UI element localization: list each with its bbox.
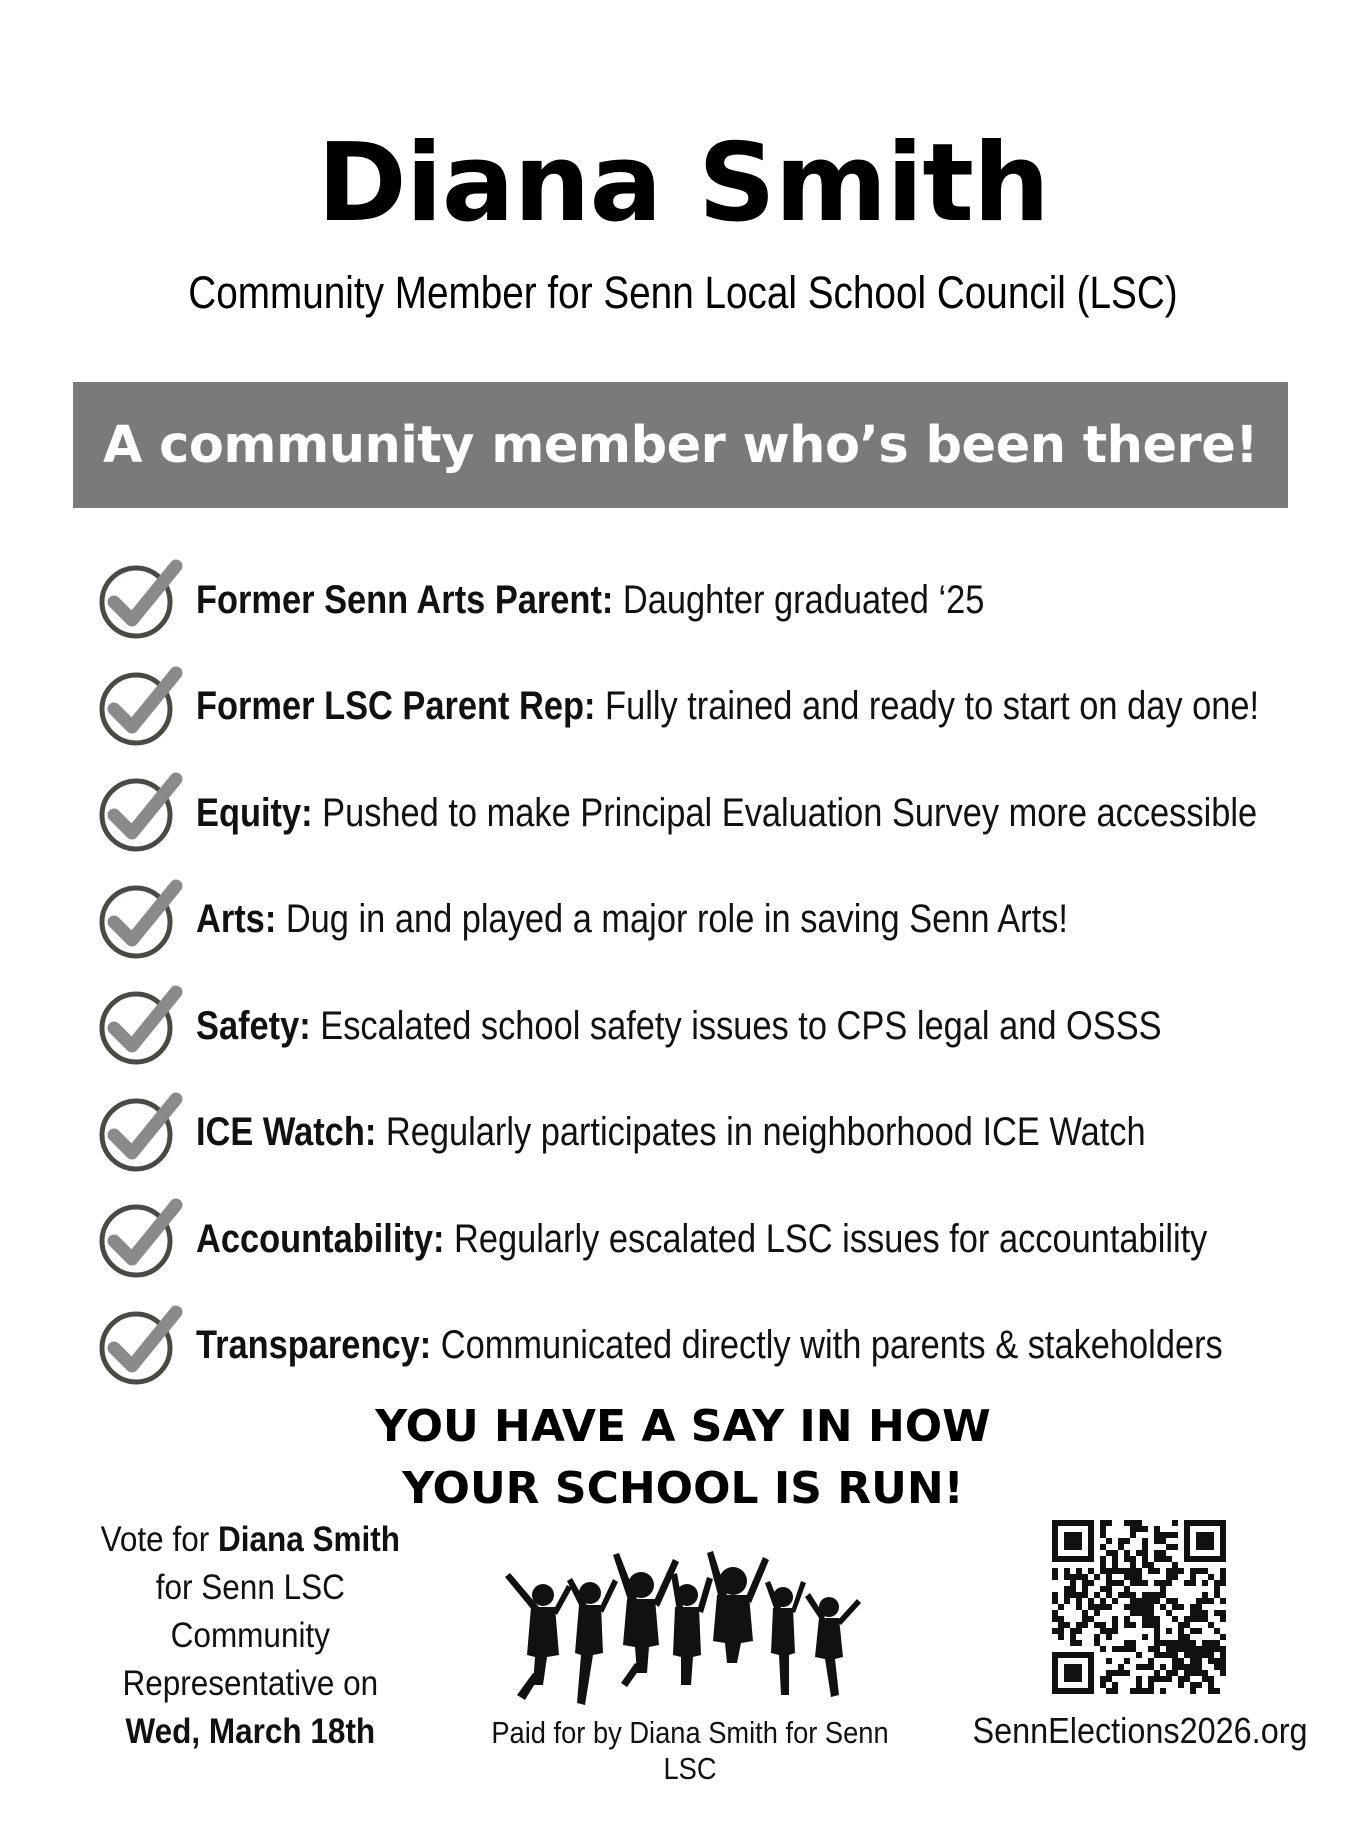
qualification-text [196,1004,1162,1049]
vote-prefix: Vote for [100,1520,218,1559]
qualification-item [96,1293,1336,1400]
vote-line-3: Community [170,1616,330,1655]
qualification-text [196,1323,1223,1368]
website-link[interactable]: SennElections2026.org [972,1710,1308,1751]
checkmark-icon [96,1091,188,1175]
checkmark-icon [96,984,188,1068]
slogan-text: A community member who’s been there! [102,415,1259,475]
election-date: Wed, March 18th [125,1712,375,1751]
slogan-banner [73,382,1288,508]
qualification-label: Accountability: [196,1216,445,1261]
qualification-label: Transparency: [196,1323,432,1368]
qualification-label: ICE Watch: [196,1110,377,1155]
qualification-item [96,654,1336,761]
qualification-description: Daughter graduated ‘25 [613,577,985,622]
checkmark-icon [96,771,188,855]
paid-for-disclaimer: Paid for by Diana Smith for Senn LSC [491,1715,889,1786]
cta-line-1: YOU HAVE A SAY IN HOW [375,1401,991,1452]
qualification-text [196,684,1259,729]
qualifications-list [96,547,1336,1399]
qualification-description: Escalated school safety issues to CPS legal and OSSS [310,1003,1162,1048]
qualification-label: Equity: [196,790,313,835]
qualification-item [96,1080,1336,1187]
qualification-text [196,1110,1146,1155]
qualification-description: Fully trained and ready to start on day one! [595,684,1260,729]
checkmark-icon [96,878,188,962]
vote-info [80,1516,420,1756]
qualification-text [196,578,984,623]
qualification-item [96,867,1336,974]
qualification-label: Arts: [196,897,277,942]
candidate-name: Diana Smith [317,121,1049,246]
checkmark-icon [96,665,188,749]
qualification-label: Safety: [196,1003,311,1048]
qualification-text [196,791,1257,836]
vote-line-4: Representative on [122,1664,378,1703]
jumping-kids-illustration [495,1545,865,1710]
qualification-description: Communicated directly with parents & stakeholders [431,1323,1223,1368]
qr-code-icon[interactable] [1052,1520,1226,1694]
candidate-subtitle: Community Member for Senn Local School Council (LSC) [188,267,1178,318]
qualification-item [96,1186,1336,1293]
qualification-item [96,760,1336,867]
qualification-label: Former Senn Arts Parent: [196,577,614,622]
vote-line-2: for Senn LSC [155,1568,345,1607]
qualification-description: Pushed to make Principal Evaluation Survey more accessible [312,790,1258,835]
qualification-description: Dug in and played a major role in saving Senn Arts! [276,897,1068,942]
cta-line-2: YOUR SCHOOL IS RUN! [402,1463,964,1514]
checkmark-icon [96,1304,188,1388]
qualification-item [96,547,1336,654]
vote-candidate-name: Diana Smith [217,1520,400,1559]
call-to-action [0,1396,1366,1520]
qualification-description: Regularly escalated LSC issues for accountability [444,1216,1208,1261]
qualification-label: Former LSC Parent Rep: [196,684,596,729]
qualification-text [196,1217,1207,1262]
checkmark-icon [96,558,188,642]
checkmark-icon [96,1197,188,1281]
qualification-item [96,973,1336,1080]
qualification-description: Regularly participates in neighborhood ICE Watch [376,1110,1146,1155]
qualification-text [196,897,1068,942]
